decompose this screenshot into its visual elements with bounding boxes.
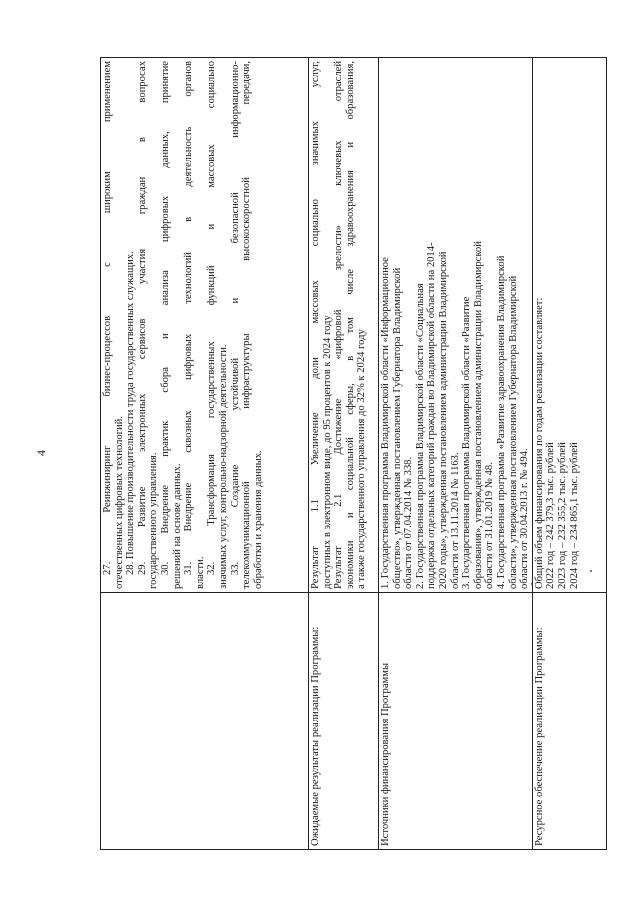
text-line: 3. Государственная программа Владимирской области «Развитие bbox=[461, 296, 473, 589]
row-label-cell: Ожидаемые результаты реализации Программы: bbox=[309, 593, 379, 850]
text-line: решений на основе данных. bbox=[171, 463, 183, 589]
text-line: а также государственного управления до 32% к 2024 году bbox=[356, 329, 368, 589]
text-line: 33. Создание устойчивой и безопасной информационно- bbox=[229, 61, 241, 575]
table-row bbox=[379, 58, 533, 850]
text-line: области», утвержденная постановлением Губернатора Владимирской bbox=[507, 275, 519, 589]
text-line: общество», утвержденная постановлением Губернатора Владимирской bbox=[391, 267, 403, 589]
text-line: власти. bbox=[194, 556, 206, 589]
program-passport-table-rotated bbox=[100, 57, 580, 850]
text-line: Результат 2.1 Достижение «цифровой зрелости» ключевых отраслей bbox=[333, 61, 345, 589]
text-line: 4. Государственная программа «Развитие здравоохранения Владимирской bbox=[495, 255, 507, 589]
text-line: Общий объем финансирования по годам реализации составляет: bbox=[533, 297, 545, 589]
text-line: доступных в электронном виде, до 95 процентов к 2024 году bbox=[321, 315, 333, 589]
table-row bbox=[309, 58, 379, 850]
text-line: 2020 годы», утвержденная постановлением администрации Владимирской bbox=[437, 251, 449, 589]
program-passport-table bbox=[100, 57, 607, 850]
text-line: области от 30.04.2013 г. № 494. bbox=[519, 448, 531, 589]
text-line: 2024 год – 234 865,1 тыс. рублей bbox=[568, 442, 580, 589]
text-line: 1. Государственная программа Владимирской области «Информационное bbox=[380, 257, 391, 589]
text-line: 28. Повышение производительности труда государственных служащих. bbox=[125, 251, 137, 575]
row-label-cell bbox=[101, 593, 309, 850]
page-number: 4 bbox=[34, 450, 48, 456]
text-line: 31. Внедрение сквозных цифровых технологий в деятельность органов bbox=[183, 61, 195, 575]
text-line: отечественных цифровых технологий. bbox=[113, 416, 125, 589]
text-line: 2. Государственная программа Владимирской области «Социальная bbox=[414, 283, 426, 589]
row-label-cell: Ресурсное обеспечение реализации Программы: bbox=[532, 593, 606, 850]
text-line: образования», утвержденная постановлением администрации Владимирской bbox=[472, 241, 484, 589]
text-line: государственного управления. bbox=[148, 452, 160, 589]
text-line: экономики и социальной сферы, в том числе здравоохранения и образования, bbox=[344, 61, 356, 589]
text-line: 2023 год – 232 355,2 тыс. рублей bbox=[556, 442, 568, 589]
row-content-cell bbox=[379, 58, 533, 593]
row-content-cell bbox=[101, 58, 309, 593]
row-content-cell bbox=[532, 58, 606, 593]
text-line: значимых услуг, контрольно-надзорной деятельности. bbox=[217, 344, 229, 589]
text-line: 2022 год – 242 379,3 тыс. рублей bbox=[545, 442, 557, 589]
text-line: области от 13.11.2014 № 1163. bbox=[449, 452, 461, 589]
text-line: Результат 1.1 Увеличение доли массовых социально значимых услуг, bbox=[310, 61, 321, 589]
text-line: 29. Развитие электронных сервисов участия граждан в вопросах bbox=[136, 61, 148, 575]
text-line: поддержка отдельных категорий граждан во Владимирской области на 2014- bbox=[426, 242, 438, 589]
text-line: обработки и хранения данных. bbox=[252, 450, 264, 589]
text-line: 32. Трансформация государственных функций и массовых социально bbox=[206, 61, 218, 575]
text-line: телекоммуникационной инфраструктуры высокоскоростной передачи, bbox=[241, 61, 253, 589]
row-content-cell bbox=[309, 58, 379, 593]
row-label-cell: Источники финансирования Программы bbox=[379, 593, 533, 850]
text-line: 27. Реинжиниринг бизнес-процессов с широким применением bbox=[102, 61, 113, 575]
text-line: области от 31.01.2019 № 48. bbox=[484, 462, 496, 589]
table-row bbox=[101, 58, 309, 850]
text-line: области от 07.04.2014 № 338. bbox=[403, 456, 415, 589]
table-row bbox=[532, 58, 606, 850]
text-line: 30. Внедрение практик сбора и анализа цифровых данных, принятие bbox=[159, 61, 171, 575]
